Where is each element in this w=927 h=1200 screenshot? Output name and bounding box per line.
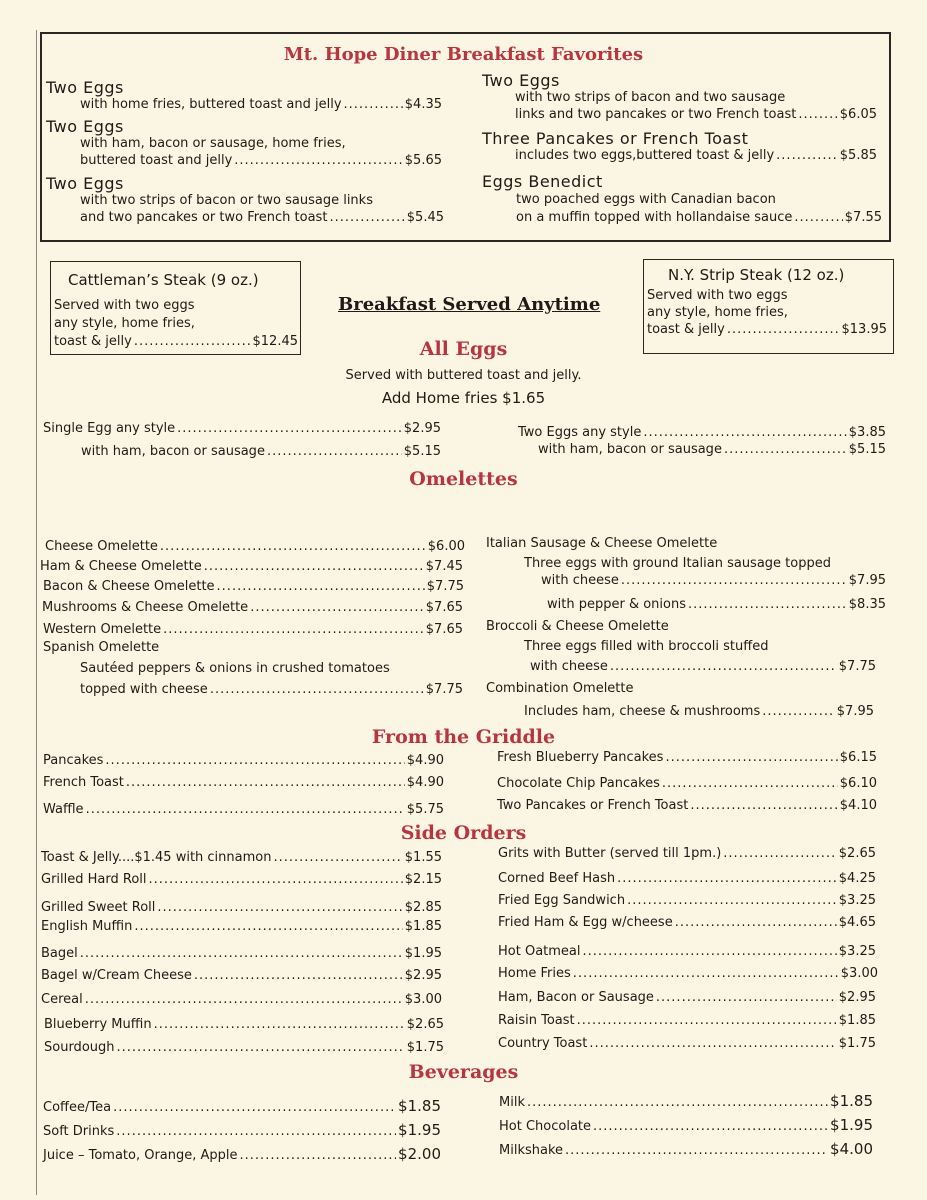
broccoli-omelette-price-line: with cheese ..... $7.75 xyxy=(530,659,876,674)
spanish-omelette-label: Spanish Omelette xyxy=(43,640,160,655)
fav-left-2-line2: buttered toast and jelly ..... $5.65 xyxy=(80,153,442,168)
sides-left-2: Grilled Hard Roll ..... $2.15 xyxy=(41,872,442,887)
fav-right-1-line1: with two strips of bacon and two sausage xyxy=(515,90,786,105)
italian-omelette-desc: Three eggs with ground Italian sausage topped xyxy=(524,556,831,571)
omelette-left-4: Mushrooms & Cheese Omelette ..... $7.65 xyxy=(42,600,463,615)
cattleman-line3: toast & jelly ..... $12.45 xyxy=(54,334,298,349)
sides-right-6: Home Fries ..... $3.00 xyxy=(498,966,878,981)
sides-left-5: Bagel ..... $1.95 xyxy=(41,946,442,961)
beverage-left-2: Soft Drinks ..... $1.95 xyxy=(43,1121,441,1139)
sides-right-9: Country Toast ..... $1.75 xyxy=(498,1036,876,1051)
sides-left-3: Grilled Sweet Roll ..... $2.85 xyxy=(41,900,442,915)
sides-left-9: Sourdough ..... $1.75 xyxy=(44,1040,444,1055)
breakfast-anytime-heading: Breakfast Served Anytime xyxy=(338,294,601,315)
all-eggs-note2: Add Home fries $1.65 xyxy=(381,389,546,407)
italian-omelette-label: Italian Sausage & Cheese Omelette xyxy=(486,536,718,551)
sides-right-2: Corned Beef Hash ..... $4.25 xyxy=(498,871,876,886)
fav-right-3-line1: two poached eggs with Canadian bacon xyxy=(516,192,776,207)
fav-left-2-heading: Two Eggs xyxy=(46,117,124,136)
sides-left-6: Bagel w/Cream Cheese ..... $2.95 xyxy=(41,968,442,983)
fav-left-1-heading: Two Eggs xyxy=(46,78,124,97)
griddle-right-3: Two Pancakes or French Toast ..... $4.10 xyxy=(497,798,877,813)
ny-strip-title: N.Y. Strip Steak (12 oz.) xyxy=(668,266,845,284)
all-eggs-left-2: with ham, bacon or sausage ..... $5.15 xyxy=(81,444,441,459)
fav-left-1-line: with home fries, buttered toast and jelly ..... $4.35 xyxy=(80,97,442,112)
beverage-right-2: Hot Chocolate ..... $1.95 xyxy=(499,1116,873,1134)
omelette-left-3: Bacon & Cheese Omelette ..... $7.75 xyxy=(43,579,464,594)
fav-right-2-heading: Three Pancakes or French Toast xyxy=(482,129,749,148)
sides-left-7: Cereal ..... $3.00 xyxy=(41,992,442,1007)
fav-right-2-line: includes two eggs,buttered toast & jelly ..... $5.85 xyxy=(515,148,877,163)
sides-right-4: Fried Ham & Egg w/cheese ..... $4.65 xyxy=(498,915,876,930)
fav-right-1-line2: links and two pancakes or two French toast ..... $6.05 xyxy=(515,107,877,122)
sides-title: Side Orders xyxy=(400,822,527,844)
omelette-left-5: Western Omelette ..... $7.65 xyxy=(43,622,463,637)
spanish-omelette-desc: Sautéed peppers & onions in crushed tomatoes xyxy=(80,661,390,676)
omelette-left-1: Cheese Omelette ..... $6.00 xyxy=(45,539,465,554)
sides-right-1: Grits with Butter (served till 1pm.) ..... $2.65 xyxy=(498,846,876,861)
sides-left-8: Blueberry Muffin ..... $2.65 xyxy=(44,1017,444,1032)
omelettes-title: Omelettes xyxy=(409,468,518,490)
sides-left-1: Toast & Jelly....$1.45 with cinnamon ..... $1.55 xyxy=(41,850,442,865)
fav-left-3-line1: with two strips of bacon or two sausage links xyxy=(80,193,373,208)
sides-left-4: English Muffin ..... $1.85 xyxy=(41,919,442,934)
fav-left-3-heading: Two Eggs xyxy=(46,174,124,193)
beverages-title: Beverages xyxy=(408,1061,519,1083)
favorites-title: Mt. Hope Diner Breakfast Favorites xyxy=(283,44,644,65)
griddle-right-2: Chocolate Chip Pancakes ..... $6.10 xyxy=(497,776,877,791)
fav-left-3-line2: and two pancakes or two French toast ..... $5.45 xyxy=(80,210,444,225)
broccoli-omelette-desc: Three eggs filled with broccoli stuffed xyxy=(524,639,769,654)
cattleman-title: Cattleman’s Steak (9 oz.) xyxy=(68,271,259,289)
italian-omelette-price-line: with cheese ..... $7.95 xyxy=(541,573,886,588)
ny-strip-line1: Served with two eggs xyxy=(647,288,788,303)
griddle-left-1: Pancakes ..... $4.90 xyxy=(43,753,444,768)
ny-strip-line2: any style, home fries, xyxy=(647,305,788,320)
fav-right-1-heading: Two Eggs xyxy=(482,71,560,90)
all-eggs-title: All Eggs xyxy=(419,338,508,360)
all-eggs-right-2: with ham, bacon or sausage ..... $5.15 xyxy=(538,442,886,457)
griddle-right-1: Fresh Blueberry Pancakes ..... $6.15 xyxy=(497,750,877,765)
combination-omelette-price-line: Includes ham, cheese & mushrooms ..... $7.95 xyxy=(524,704,874,719)
omelette-left-2: Ham & Cheese Omelette ..... $7.45 xyxy=(40,559,463,574)
griddle-left-3: Waffle ..... $5.75 xyxy=(43,802,444,817)
beverage-right-1: Milk ..... $1.85 xyxy=(499,1092,873,1110)
broccoli-omelette-label: Broccoli & Cheese Omelette xyxy=(486,619,669,634)
fav-right-3-line2: on a muffin topped with hollandaise sauce ..... $7.55 xyxy=(516,210,882,225)
griddle-title: From the Griddle xyxy=(371,726,556,748)
spanish-omelette-price-line: topped with cheese ..... $7.75 xyxy=(80,682,463,697)
beverage-left-3: Juice – Tomato, Orange, Apple ..... $2.00 xyxy=(43,1145,441,1163)
italian-omelette-extra: with pepper & onions ..... $8.35 xyxy=(547,597,886,612)
beverage-left-1: Coffee/Tea ..... $1.85 xyxy=(43,1097,441,1115)
combination-omelette-label: Combination Omelette xyxy=(486,681,634,696)
sides-right-8: Raisin Toast ..... $1.85 xyxy=(498,1013,876,1028)
beverage-right-3: Milkshake ..... $4.00 xyxy=(499,1140,873,1158)
griddle-left-2: French Toast ..... $4.90 xyxy=(43,775,444,790)
fav-left-2-line1: with ham, bacon or sausage, home fries, xyxy=(80,136,346,151)
fav-right-3-heading: Eggs Benedict xyxy=(482,172,603,191)
all-eggs-note1: Served with buttered toast and jelly. xyxy=(345,368,582,383)
sides-right-3: Fried Egg Sandwich ..... $3.25 xyxy=(498,893,876,908)
ny-strip-line3: toast & jelly ..... $13.95 xyxy=(647,322,887,337)
sides-right-7: Ham, Bacon or Sausage ..... $2.95 xyxy=(498,990,876,1005)
cattleman-line2: any style, home fries, xyxy=(54,316,195,331)
all-eggs-left-1: Single Egg any style ..... $2.95 xyxy=(43,421,441,436)
margin-line xyxy=(36,30,37,1195)
all-eggs-right-1: Two Eggs any style ..... $3.85 xyxy=(518,425,886,440)
sides-right-5: Hot Oatmeal ..... $3.25 xyxy=(498,944,876,959)
cattleman-line1: Served with two eggs xyxy=(54,298,195,313)
